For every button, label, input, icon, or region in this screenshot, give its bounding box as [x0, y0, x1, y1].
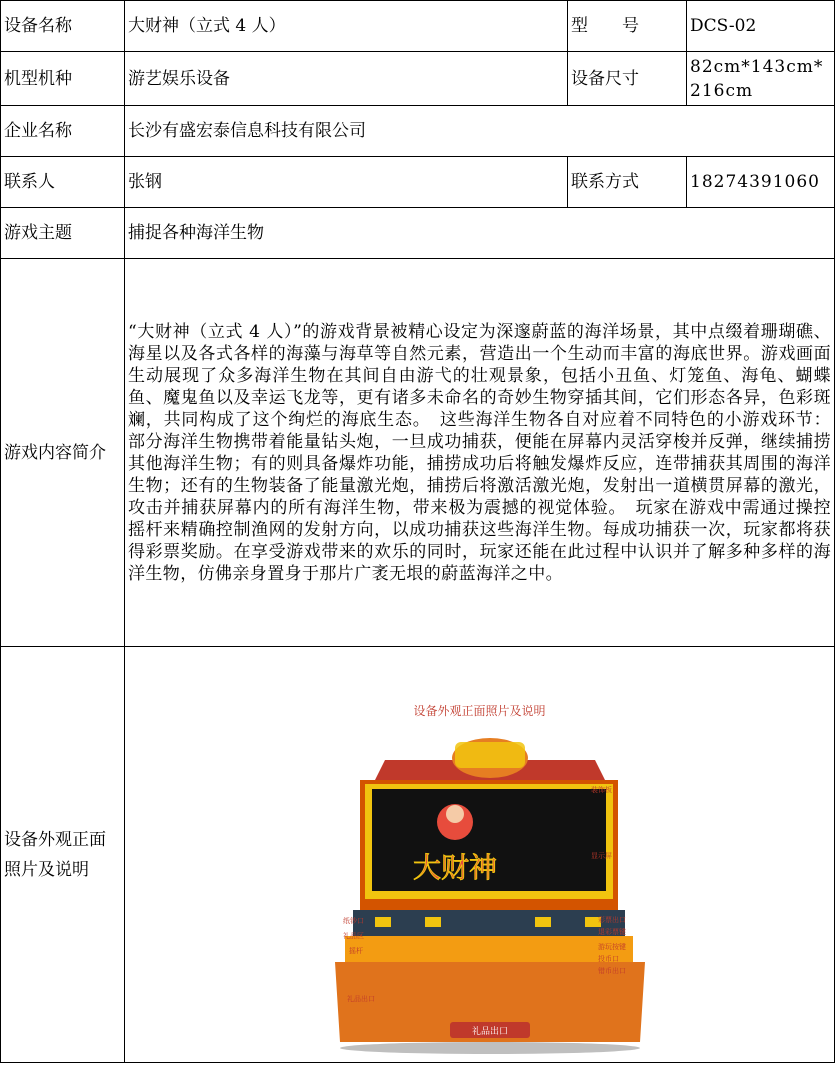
callout-right-4: 退彩票键: [598, 928, 626, 936]
theme-value: 捕捉各种海洋生物: [125, 208, 835, 259]
model-value: DCS-02: [687, 1, 835, 52]
intro-text: “大财神（立式 4 人）”的游戏背景被精心设定为深邃蔚蓝的海洋场景，其中点缀着珊瑚礁、海星以及各式各样的海藻与海草等自然元素，营造出一个生动而丰富的海底世界。游戏画面生动展现了众多海洋生物在其间自由游弋的壮观景象，包括小丑鱼、灯笼鱼、海龟、蝴蝶鱼、魔鬼鱼以及幸运飞龙等，更有诸多未命名的奇妙生物穿插其间，它们形态各异，色彩斑斓，共同构成了这个绚烂的海底生态。 这些海洋生物各自对应着不同特色的小游戏环节：部分海洋生物携带着能量钻头炮，一旦成功捕获，便能在屏幕内灵活穿梭并反弹，继续捕捞其他海洋生物；有的则具备爆炸功能，捕捞成功后将触发爆炸反应，连带捕获其周围的海洋生物；还有的生物装备了能量激光炮，捕捞后将激活激光炮，发射出一道横贯屏幕的激光，攻击并捕获屏幕内的所有海洋生物，带来极为震撼的视觉体验。 玩家在游戏中需通过操控摇杆来精确控制渔网的发射方向，以成功捕获这些海洋生物。每成功捕获一次，玩家都将获得彩票奖励。在享受游戏带来的欢乐的同时，玩家还能在此过程中认识并了解多种多样的海洋生物，仿佛亲身置身于那片广袤无垠的蔚蓝海洋之中。: [125, 259, 835, 647]
model-label: 型 号: [568, 1, 687, 52]
row-device-name: [1, 1, 835, 52]
phone-label: 联系方式: [568, 157, 687, 208]
phone-value: 18274391060: [687, 157, 835, 208]
photo-figure: [125, 647, 834, 1062]
device-name-label: 设备名称: [1, 1, 125, 52]
size-label: 设备尺寸: [568, 52, 687, 106]
callout-right-3: 彩票出口: [598, 916, 626, 924]
callout-left-4: 礼品出口: [347, 995, 375, 1003]
size-value: 82cm*143cm*216cm: [687, 52, 835, 106]
callout-left-3: 摇杆: [349, 947, 363, 955]
callout-right-2: 显示屏: [591, 852, 612, 860]
company-label: 企业名称: [1, 106, 125, 157]
intro-label: 游戏内容简介: [1, 259, 125, 647]
company-value: 长沙有盛宏泰信息科技有限公司: [125, 106, 835, 157]
callout-left-2: 礼品区: [343, 932, 364, 940]
contact-value: 张钢: [125, 157, 568, 208]
theme-label: 游戏主题: [1, 208, 125, 259]
callout-right-1: 装饰板: [591, 786, 612, 794]
callout-right-5: 游玩按键: [598, 943, 626, 951]
row-category: [1, 52, 835, 106]
contact-label: 联系人: [1, 157, 125, 208]
row-intro: [1, 259, 835, 647]
row-theme: [1, 208, 835, 259]
photo-cell: [125, 647, 835, 1063]
category-value: 游艺娱乐设备: [125, 52, 568, 106]
callout-left-1: 纸钞口: [343, 917, 364, 925]
callout-right-7: 错币出口: [598, 967, 626, 975]
screen-logo: 大财神: [412, 851, 498, 884]
photo-label: 设备外观正面照片及说明: [1, 647, 125, 1063]
row-contact: [1, 157, 835, 208]
front-panel-text: 礼品出口: [471, 1027, 509, 1037]
row-photo: [1, 647, 835, 1063]
row-company: [1, 106, 835, 157]
arcade-cabinet-illustration: [305, 722, 665, 1062]
device-name-value: 大财神（立式 4 人）: [125, 1, 568, 52]
callout-right-6: 投币口: [598, 955, 619, 963]
category-label: 机型机种: [1, 52, 125, 106]
photo-title: 设备外观正面照片及说明: [413, 704, 546, 718]
